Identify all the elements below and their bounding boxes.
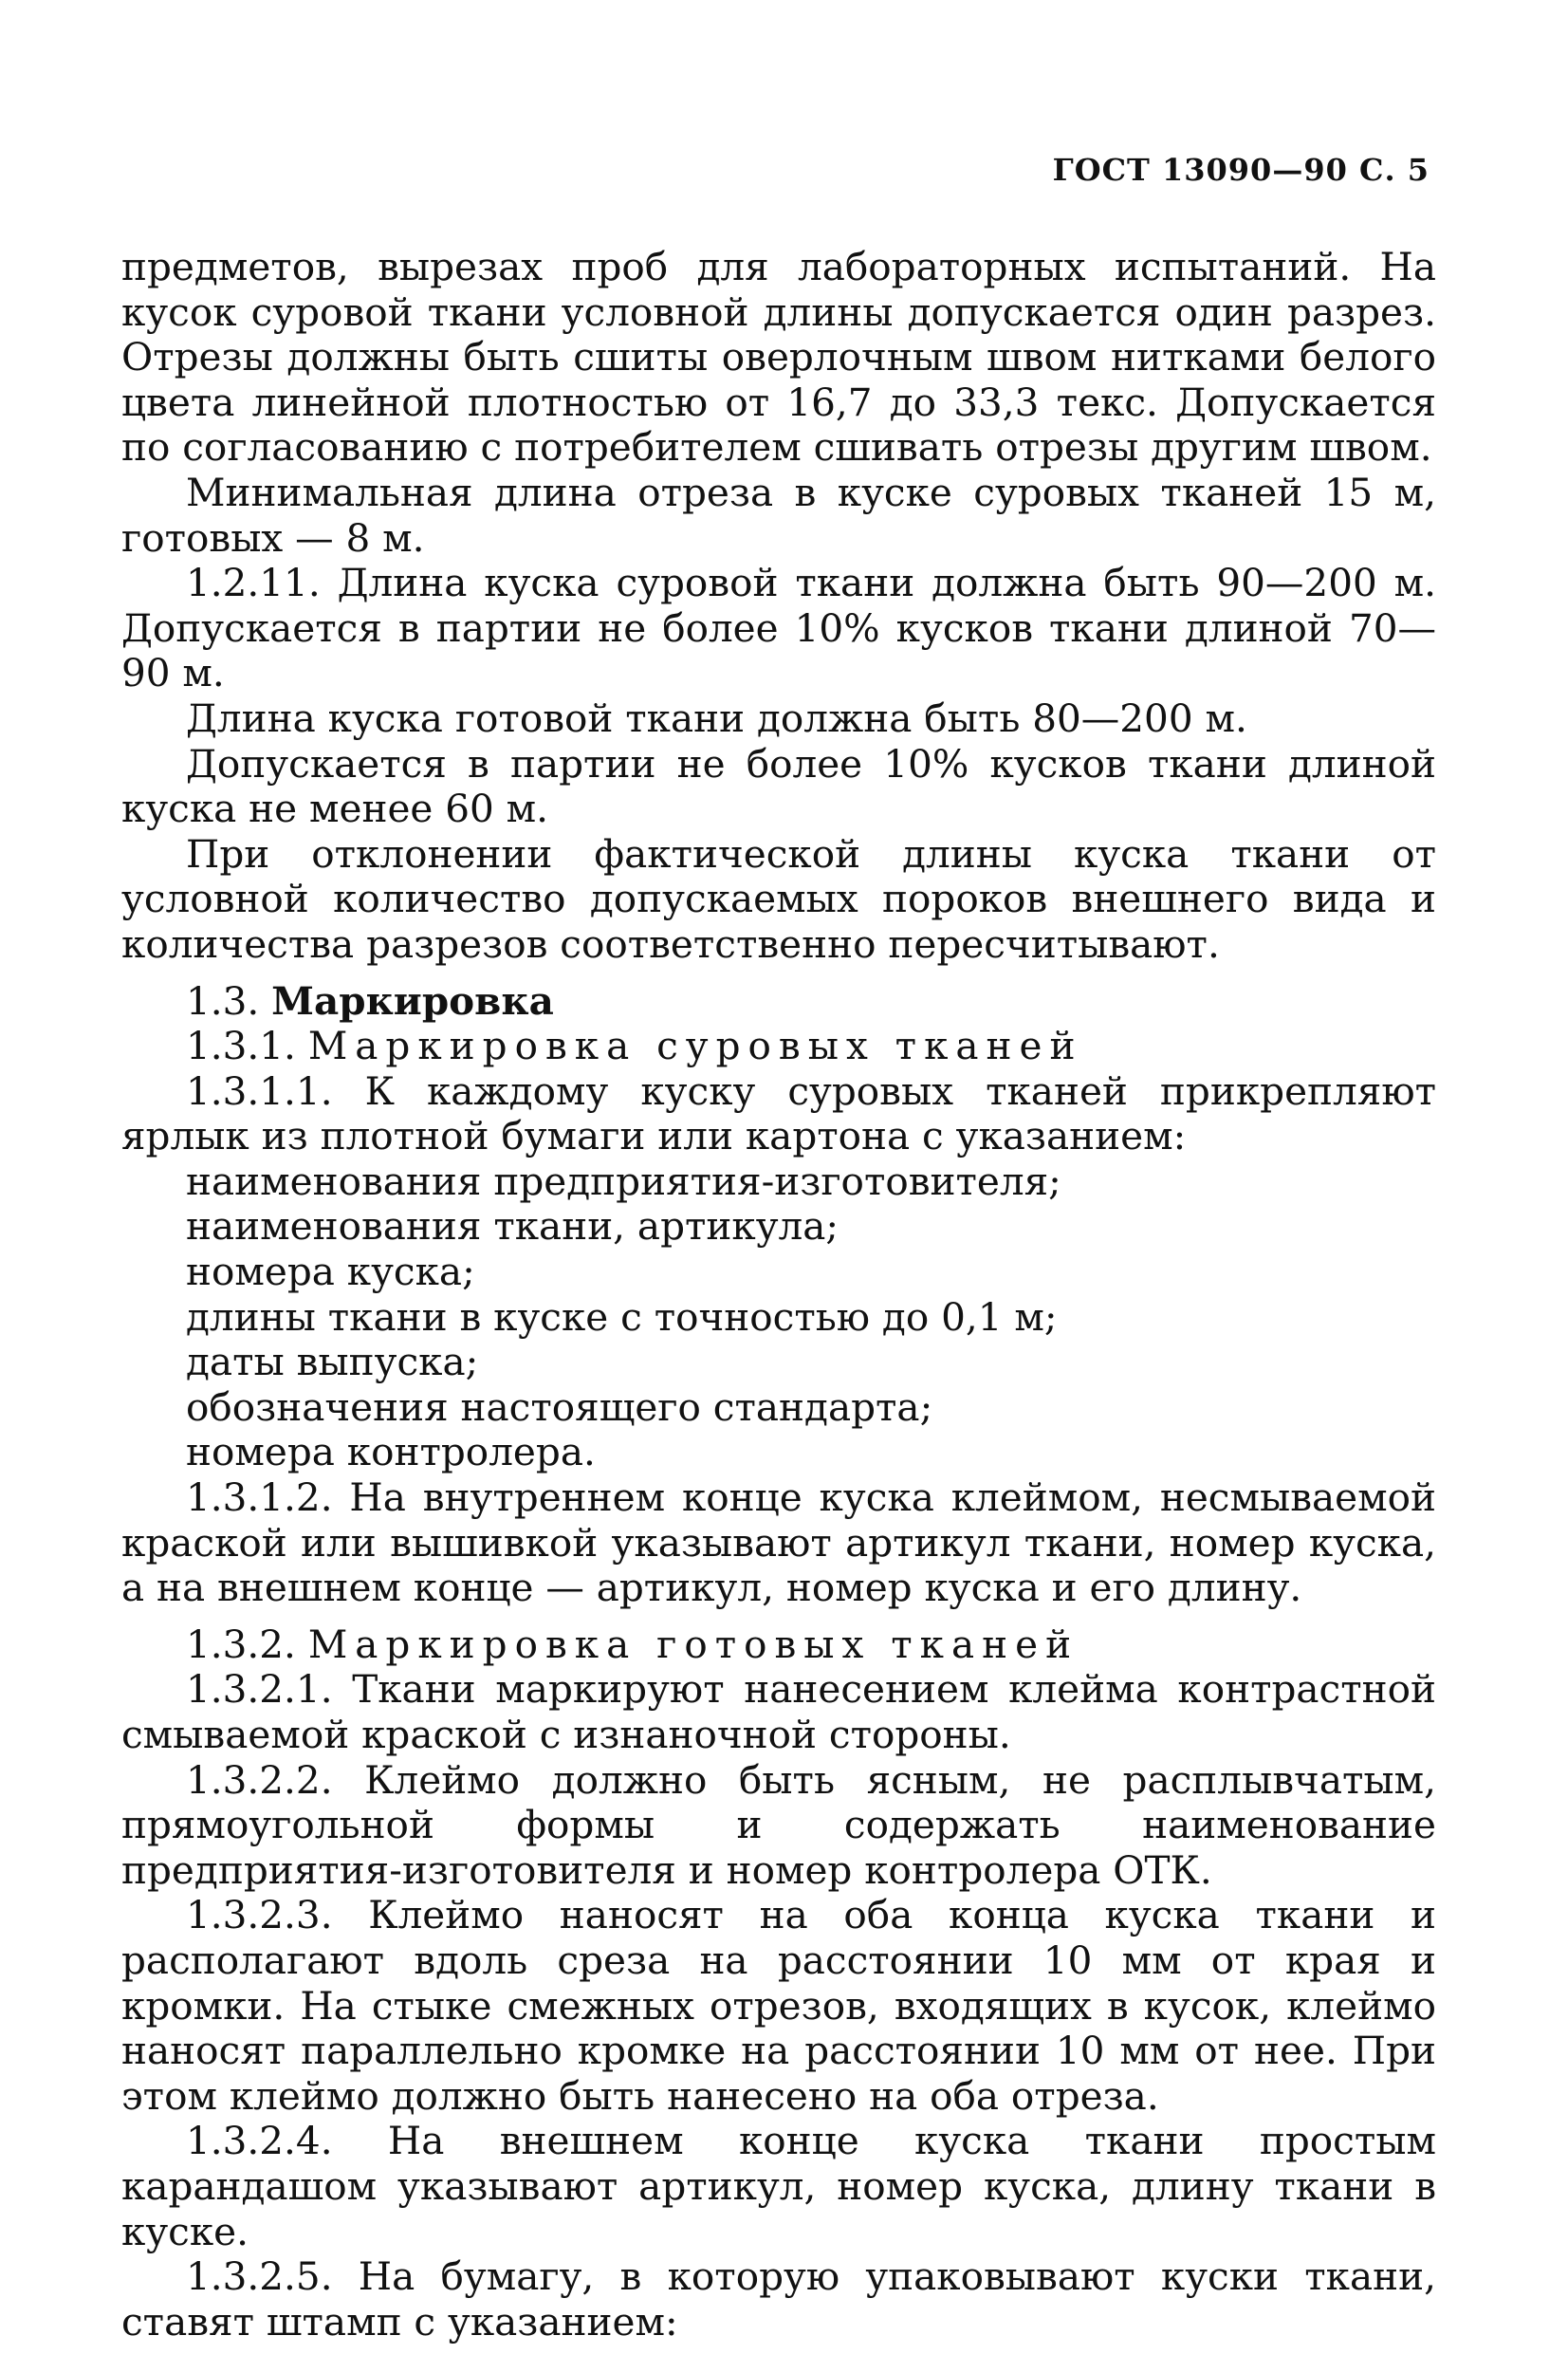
page-header: ГОСТ 13090—90 С. 5 [1052, 152, 1430, 188]
paragraph: 1.3.2.4. На внешнем конце куска ткани простым карандашом указывают артикул, номер куска, длину ткани в куске. [121, 2118, 1436, 2254]
paragraph: 1.3.2.2. Клеймо должно быть ясным, не расплывчатым, прямоугольной формы и содержать наименование предприятия-изготовителя и номер контролера ОТК. [121, 1756, 1436, 1893]
document-body [121, 245, 1436, 2345]
paragraph: При отклонении фактической длины куска ткани от условной количество допускаемых пороков внешнего вида и количества разрезов соответственно пересчитывают. [121, 830, 1436, 967]
list-item: обозначения настоящего стандарта; [186, 1383, 933, 1430]
paragraph: предметов, вырезах проб для лабораторных испытаний. На кусок суровой ткани условной длины допускается один разрез. Отрезы должны быть сшиты оверлочным швом нитками белого цвета линейной плотностью от 16,7 до 33,3 текс. Допускается по согласованию с потребителем сшивать отрезы другим швом. [121, 244, 1436, 471]
section-title: Маркировка [271, 977, 554, 1024]
paragraph: Длина куска готовой ткани должна быть 80—200 м. [186, 695, 1247, 741]
section-heading [121, 979, 1436, 1025]
paragraph: 1.3.2.3. Клеймо наносят на оба конца куска ткани и располагают вдоль среза на расстоянии 10 мм от края и кромки. На стыке смежных отрезов, входящих в кусок, клеймо наносят параллельно кромке на расстоянии 10 мм от нее. При этом клеймо должно быть нанесено на оба отреза. [121, 1892, 1436, 2119]
list-item: наименования предприятия-изготовителя; [186, 1158, 1061, 1204]
list-item: даты выпуска; [186, 1339, 479, 1385]
paragraph: Минимальная длина отреза в куске суровых тканей 15 м, готовых — 8 м. [121, 469, 1436, 561]
paragraph: 1.2.11. Длина куска суровой ткани должна быть 90—200 м. Допускается в партии не более 10% кусков ткани длиной 70—90 м. [121, 560, 1436, 696]
paragraph: 1.3.1.2. На внутреннем конце куска клеймом, несмываемой краской или вышивкой указывают артикул ткани, номер куска, а на внешнем конце — артикул, номер куска и его длину. [121, 1474, 1436, 1611]
section-number: 1.3. [186, 977, 260, 1024]
paragraph: 1.3.1.1. К каждому куску суровых тканей прикрепляют ярлык из плотной бумаги или картона с указанием: [121, 1067, 1436, 1159]
subsection-number: 1.3.1. [186, 1023, 296, 1069]
list-item: наименования ткани, артикула; [186, 1203, 839, 1250]
subsection-heading [121, 1024, 1436, 1069]
subsection-title: Маркировка готовых тканей [307, 1621, 1079, 1667]
list-item: номера контролера. [186, 1429, 596, 1475]
subsection-number: 1.3.2. [186, 1621, 296, 1667]
subsection-heading [121, 1622, 1436, 1668]
subsection-title: Маркировка суровых тканей [307, 1023, 1083, 1069]
paragraph: 1.3.2.5. На бумагу, в которую упаковывают куски ткани, ставят штамп с указанием: [121, 2253, 1436, 2345]
paragraph: Допускается в партии не более 10% кусков ткани длиной куска не менее 60 м. [121, 740, 1436, 832]
paragraph: 1.3.2.1. Ткани маркируют нанесением клейма контрастной смываемой краской с изнаночной стороны. [121, 1666, 1436, 1757]
list-item: длины ткани в куске с точностью до 0,1 м; [186, 1293, 1058, 1340]
list-item: номера куска; [186, 1249, 475, 1295]
